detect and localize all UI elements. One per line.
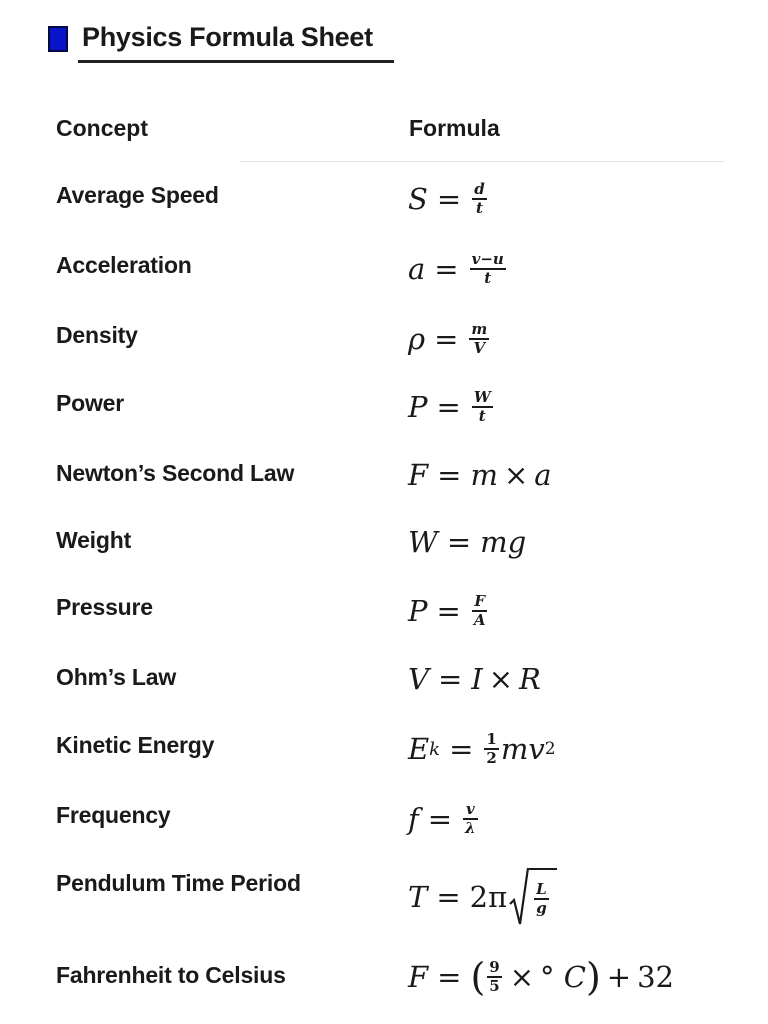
formula-kinetic-energy: E k = $\frac{1}{2}$ m v 2 [408, 730, 556, 767]
header-divider [240, 161, 724, 162]
fraction: $\frac{v-u}{t}$ [471, 250, 504, 287]
concept-label: Power [56, 390, 125, 416]
fraction: $\frac{v}{\lambda}$ [465, 800, 476, 837]
formula-pendulum-time-period: T = 2π $\frac{L}{g}$ [408, 866, 557, 928]
concept-label: Weight [56, 527, 132, 553]
title-square-icon [48, 26, 68, 52]
formula-frequency: f = $\frac{v}{\lambda}$ [408, 800, 476, 837]
concept-label: Pressure [56, 594, 153, 620]
concept-label: Density [56, 322, 138, 348]
formula-weight: W = m g [408, 525, 527, 559]
formula-power: P = $\frac{W}{t}$ [408, 388, 491, 425]
title-underline [78, 60, 394, 63]
fraction: $\frac{W}{t}$ [473, 388, 491, 425]
concept-label: Average Speed [56, 182, 219, 208]
formula-density: ρ = $\frac{m}{V}$ [408, 320, 488, 357]
concept-label: Pendulum Time Period [56, 870, 301, 896]
formula-pressure: P = $\frac{F}{A}$ [408, 592, 486, 629]
formula-average-speed: S = $\frac{d}{t}$ [408, 180, 485, 217]
concept-label: Kinetic Energy [56, 732, 215, 758]
column-header-formula: Formula [409, 115, 500, 141]
concept-label: Frequency [56, 802, 171, 828]
concept-label: Fahrenheit to Celsius [56, 962, 286, 988]
fraction: $\frac{m}{V}$ [471, 320, 488, 357]
concept-label: Newton’s Second Law [56, 460, 295, 486]
fraction: $\frac{F}{A}$ [473, 592, 486, 629]
formula-fahrenheit-to-celsius: F = ( $\frac{9}{5}$ × ° C ) + 32 [408, 955, 674, 999]
formula-newtons-second-law: F = m × a [408, 458, 552, 492]
page-title: Physics Formula Sheet [82, 22, 373, 52]
fraction: $\frac{d}{t}$ [474, 180, 485, 217]
column-header-concept: Concept [56, 115, 148, 141]
title-block [48, 22, 398, 64]
fraction: $\frac{9}{5}$ [489, 958, 500, 995]
formula-ohms-law: V = I × R [408, 662, 541, 696]
square-root-icon [509, 866, 557, 928]
fraction: $\frac{L}{g}$ [536, 880, 547, 917]
concept-label: Acceleration [56, 252, 192, 278]
fraction: $\frac{1}{2}$ [486, 730, 497, 767]
concept-label: Ohm’s Law [56, 664, 177, 690]
formula-acceleration: a = $\frac{v-u}{t}$ [408, 250, 504, 287]
table-header [0, 115, 768, 149]
